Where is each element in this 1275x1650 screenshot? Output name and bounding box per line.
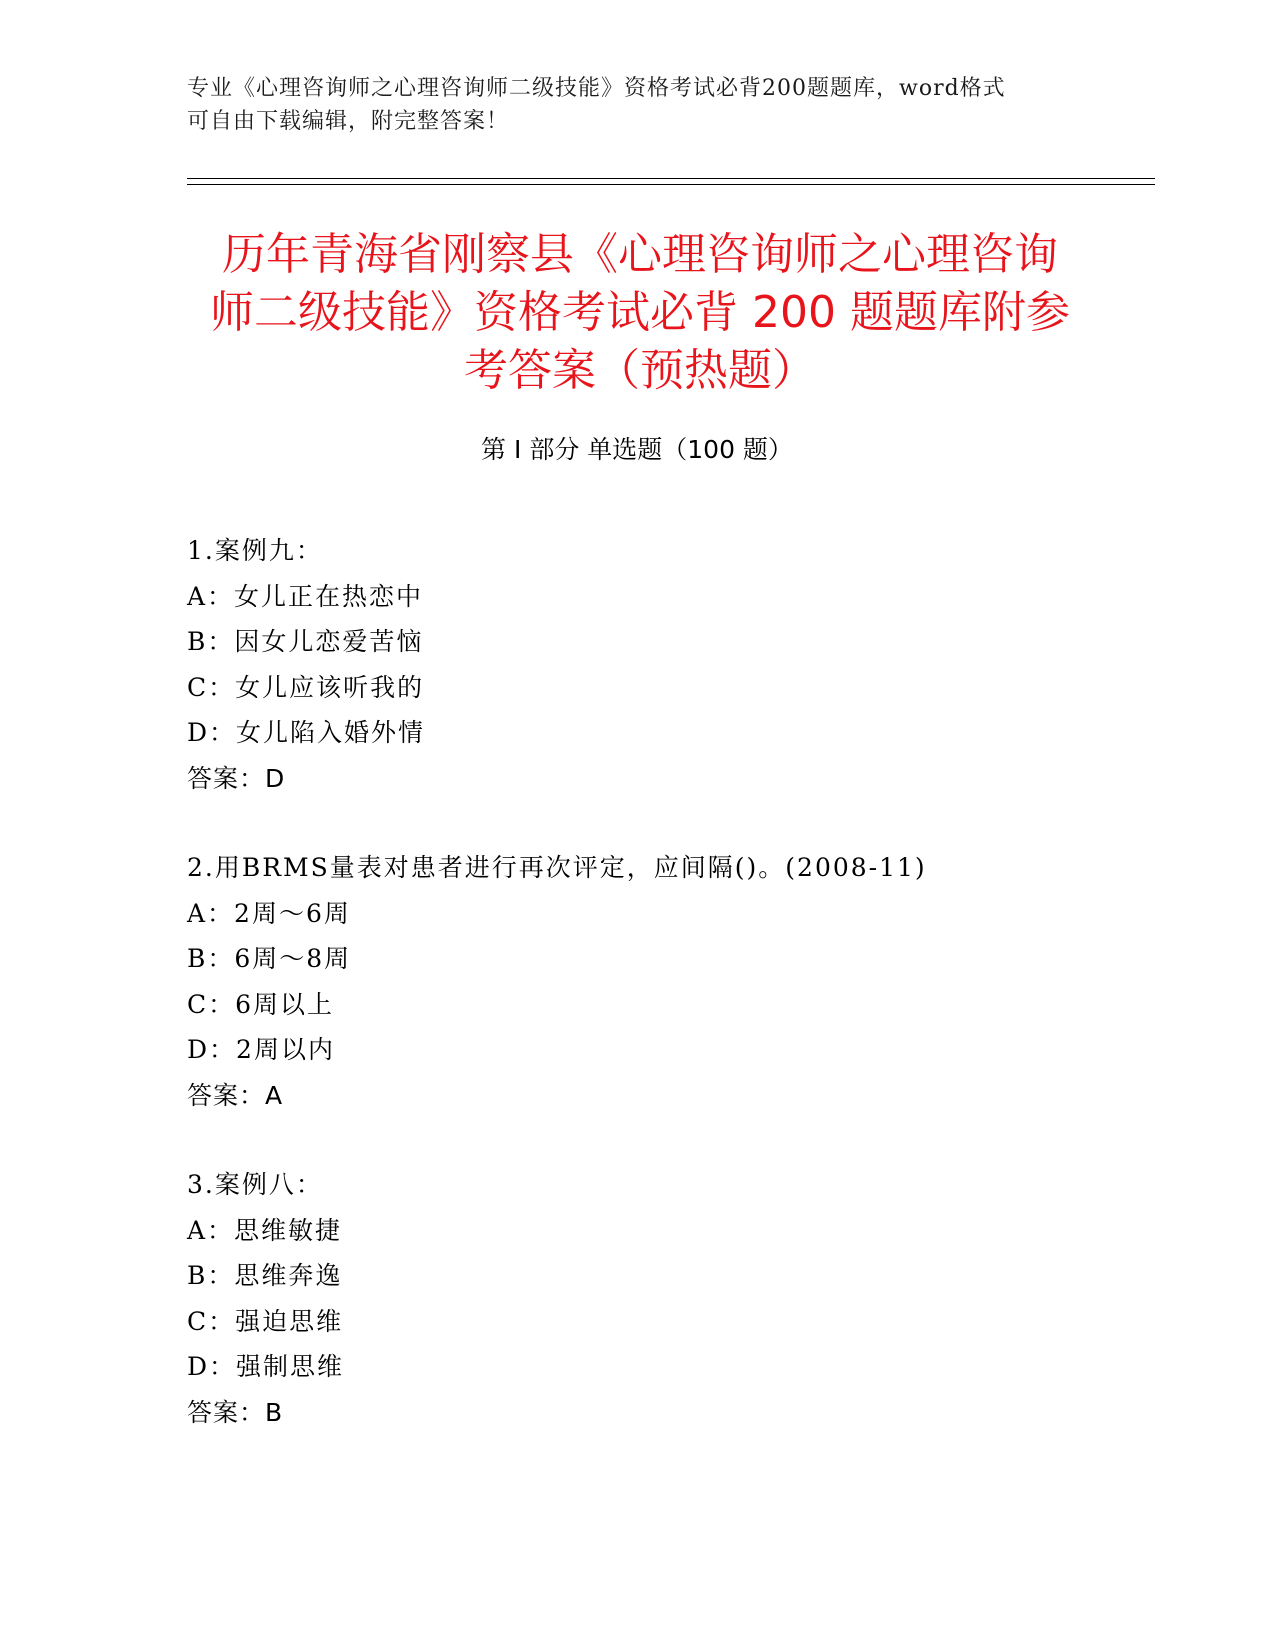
option-d: D：女儿陷入婚外情: [187, 718, 426, 747]
header-note-line-1: 专业《心理咨询师之心理咨询师二级技能》资格考试必背200题题库，word格式: [187, 76, 1006, 101]
option-b: B：6周～8周: [187, 944, 352, 973]
option-c: C：6周以上: [187, 989, 335, 1019]
question-stem: 1.案例九：: [187, 536, 323, 565]
question-stem: 2.用BRMS量表对患者进行再次评定，应间隔()。(2008-11): [187, 853, 927, 882]
question-stem: 3.案例八：: [187, 1170, 323, 1199]
question-3: [187, 1162, 1147, 1435]
option-a: A：2周～6周: [187, 898, 351, 928]
question-1: [187, 528, 1147, 801]
answer: 答案：D: [187, 763, 286, 793]
header-divider-bottom: [187, 184, 1155, 185]
document-title-line-3: 考答案（预热题）: [464, 345, 816, 396]
document-title: [190, 226, 1090, 400]
option-d: D：2周以内: [187, 1035, 335, 1064]
document-title-line-1: 历年青海省刚察县《心理咨询师之心理咨询: [222, 229, 1058, 280]
answer: 答案：A: [187, 1080, 284, 1110]
option-a: A：思维敏捷: [187, 1215, 343, 1245]
option-c: C：强迫思维: [187, 1306, 344, 1336]
document-title-line-2: 师二级技能》资格考试必背 200 题题库附参: [210, 287, 1070, 338]
question-list: [187, 528, 1147, 1479]
option-c: C：女儿应该听我的: [187, 672, 425, 702]
option-d: D：强制思维: [187, 1352, 345, 1381]
header-note: [187, 72, 1067, 138]
option-b: B：思维奔逸: [187, 1261, 343, 1290]
option-a: A：女儿正在热恋中: [187, 581, 424, 611]
option-b: B：因女儿恋爱苦恼: [187, 627, 424, 656]
answer: 答案：B: [187, 1397, 284, 1427]
header-divider-top: [187, 178, 1155, 179]
question-2: [187, 845, 1147, 1118]
section-title: 第 I 部分 单选题（100 题）: [481, 435, 793, 464]
header-note-line-2: 可自由下载编辑，附完整答案！: [187, 109, 510, 134]
